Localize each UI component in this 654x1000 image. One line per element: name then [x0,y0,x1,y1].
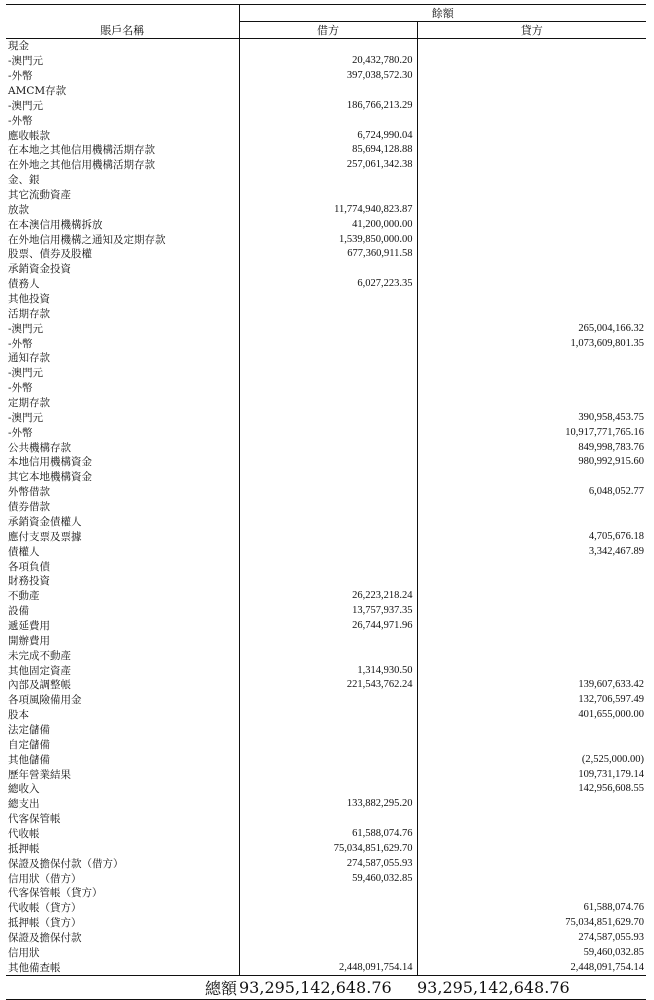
table-row [6,277,646,292]
debit-cell [239,500,417,515]
debit-cell [239,931,417,946]
table-row [6,247,646,262]
credit-cell [417,366,646,381]
table-row [6,604,646,619]
debit-cell [239,321,417,336]
account-name-cell: 在外地信用機構之通知及定期存款 [6,232,239,247]
credit-cell: 1,073,609,801.35 [570,337,644,349]
credit-cell: 849,998,783.76 [578,441,644,453]
balance-table [6,4,646,1000]
credit-cell: 59,460,032.85 [583,946,644,958]
debit-cell [239,529,417,544]
account-name-cell: -澳門元 [6,366,239,381]
account-name-cell: 活期存款 [6,306,239,321]
table-row [6,827,646,842]
total-credit: 93,295,142,648.76 [417,976,646,1000]
account-name-cell: 信用狀 [6,945,239,960]
table-row [6,693,646,708]
table-row [6,737,646,752]
account-name-cell: -澳門元 [6,54,239,69]
debit-cell [239,351,417,366]
debit-cell [239,574,417,589]
table-row [6,69,646,84]
credit-cell [417,98,646,113]
credit-cell [417,113,646,128]
table-row [6,678,646,693]
debit-cell [239,812,417,827]
account-name-cell: 各項負債 [6,559,239,574]
credit-cell [417,39,646,54]
account-name-cell: 代收帳 [6,827,239,842]
debit-cell [239,633,417,648]
table-row [6,54,646,69]
debit-cell [239,84,417,99]
credit-cell [417,856,646,871]
table-row [6,351,646,366]
credit-cell [417,188,646,203]
account-name-cell: 現金 [6,39,239,54]
credit-cell: 980,992,915.60 [578,456,644,468]
account-name-cell: 抵押帳 [6,841,239,856]
credit-cell [417,158,646,173]
credit-cell [417,604,646,619]
table-row [6,841,646,856]
credit-cell: 265,004,166.32 [578,322,644,334]
debit-cell: 20,432,780.20 [239,54,417,69]
credit-cell [417,262,646,277]
credit-cell [417,247,646,262]
table-row [6,529,646,544]
account-name-cell: 設備 [6,604,239,619]
debit-cell [239,292,417,307]
account-name-cell: 歷年營業結果 [6,767,239,782]
debit-cell [239,693,417,708]
account-name-cell: 財務投資 [6,574,239,589]
debit-cell: 257,061,342.38 [239,158,417,173]
credit-cell [417,306,646,321]
total-label: 總額 [6,976,239,1000]
debit-cell [239,708,417,723]
debit-cell [239,515,417,530]
table-row [6,633,646,648]
account-name-cell: -澳門元 [6,98,239,113]
credit-cell [417,841,646,856]
debit-cell: 26,223,218.24 [239,589,417,604]
credit-cell [417,871,646,886]
table-row [6,232,646,247]
header-account-name: 賬戶名稱 [6,22,239,39]
table-row [6,886,646,901]
debit-cell [239,886,417,901]
debit-cell [239,916,417,931]
account-name-cell: 法定儲備 [6,723,239,738]
account-name-cell: 其他儲備 [6,752,239,767]
account-name-cell: 其它本地機構資金 [6,470,239,485]
credit-cell [417,69,646,84]
credit-cell [417,737,646,752]
credit-cell [417,827,646,842]
credit-cell [417,381,646,396]
credit-cell [417,202,646,217]
debit-cell [239,381,417,396]
account-name-cell: 自定儲備 [6,737,239,752]
debit-cell: 1,314,930.50 [239,663,417,678]
table-row [6,39,646,54]
debit-cell: 11,774,940,823.87 [239,202,417,217]
account-name-cell: 抵押帳（貸方） [6,916,239,931]
debit-cell [239,767,417,782]
credit-cell [417,54,646,69]
credit-cell [417,633,646,648]
credit-cell [417,589,646,604]
credit-cell: 401,655,000.00 [578,709,644,721]
table-row [6,574,646,589]
table-row [6,336,646,351]
table-row [6,217,646,232]
table-row [6,500,646,515]
credit-cell: 4,705,676.18 [588,530,644,542]
table-row [6,410,646,425]
credit-cell: 75,034,851,629.70 [565,917,644,929]
account-name-cell: 開辦費用 [6,633,239,648]
credit-cell: 142,956,608.55 [578,783,644,795]
credit-cell [417,173,646,188]
debit-cell [239,173,417,188]
table-row [6,752,646,767]
debit-cell [239,336,417,351]
table-row [6,470,646,485]
table-row [6,366,646,381]
debit-cell: 186,766,213.29 [239,98,417,113]
credit-cell: 2,448,091,754.14 [570,961,644,973]
table-row [6,767,646,782]
table-row [6,128,646,143]
account-name-cell: 股票、債券及股權 [6,247,239,262]
debit-cell: 61,588,074.76 [239,827,417,842]
account-name-cell: 本地信用機構資金 [6,455,239,470]
account-name-cell: 放款 [6,202,239,217]
account-name-cell: 債券借款 [6,500,239,515]
table-row [6,84,646,99]
debit-cell [239,544,417,559]
table-row [6,559,646,574]
debit-cell: 677,360,911.58 [239,247,417,262]
table-row [6,931,646,946]
account-name-cell: 保證及擔保付款 [6,931,239,946]
table-row [6,321,646,336]
account-name-cell: -澳門元 [6,321,239,336]
credit-cell [417,619,646,634]
debit-cell [239,396,417,411]
account-name-cell: -外幣 [6,69,239,84]
debit-cell: 2,448,091,754.14 [239,960,417,975]
account-name-cell: 承銷資金債權人 [6,515,239,530]
debit-cell: 1,539,850,000.00 [239,232,417,247]
debit-cell [239,782,417,797]
debit-cell [239,188,417,203]
credit-cell: 132,706,597.49 [578,694,644,706]
account-name-cell: 各項風險備用金 [6,693,239,708]
credit-cell [417,559,646,574]
account-name-cell: 在本澳信用機構拆放 [6,217,239,232]
table-row [6,619,646,634]
debit-cell [239,262,417,277]
table-row [6,381,646,396]
table-row [6,188,646,203]
account-name-cell: 外幣借款 [6,485,239,500]
debit-cell: 41,200,000.00 [239,217,417,232]
account-name-cell: 其他投資 [6,292,239,307]
debit-cell [239,455,417,470]
credit-cell [417,128,646,143]
debit-cell [239,901,417,916]
table-row [6,113,646,128]
credit-cell: 139,607,633.42 [578,679,644,691]
debit-cell: 397,038,572.30 [239,69,417,84]
table-row [6,945,646,960]
account-name-cell: 在本地之其他信用機構活期存款 [6,143,239,158]
account-name-cell: 金、銀 [6,173,239,188]
debit-cell: 274,587,055.93 [239,856,417,871]
credit-cell: (2,525,000.00) [581,753,644,765]
credit-cell [417,797,646,812]
debit-cell: 26,744,971.96 [239,619,417,634]
table-row [6,812,646,827]
debit-cell [239,306,417,321]
credit-cell [417,723,646,738]
account-name-cell: 應付支票及票據 [6,529,239,544]
table-row [6,544,646,559]
table-row [6,158,646,173]
account-name-cell: 其他備查帳 [6,960,239,975]
credit-cell [417,886,646,901]
account-name-cell: 定期存款 [6,396,239,411]
debit-cell [239,559,417,574]
account-name-cell: 股本 [6,708,239,723]
account-name-cell: 不動產 [6,589,239,604]
credit-cell: 3,342,467.89 [588,545,644,557]
credit-cell [417,396,646,411]
debit-cell [239,113,417,128]
table-body [6,39,646,976]
header-row-top [6,5,646,22]
credit-cell [417,217,646,232]
account-name-cell: 承銷資金投資 [6,262,239,277]
account-name-cell: 應收帳款 [6,128,239,143]
account-name-cell: 在外地之其他信用機構活期存款 [6,158,239,173]
account-name-cell: -澳門元 [6,410,239,425]
account-name-cell: 代客保管帳（貸方） [6,886,239,901]
table-row [6,485,646,500]
table-row [6,455,646,470]
table-row [6,515,646,530]
account-name-cell: 遞延費用 [6,619,239,634]
header-spacer [6,5,239,22]
account-name-cell: 債務人 [6,277,239,292]
account-name-cell: -外幣 [6,425,239,440]
debit-cell [239,440,417,455]
header-row-bottom [6,22,646,39]
credit-cell [417,500,646,515]
debit-cell [239,723,417,738]
table-row [6,262,646,277]
table-row [6,143,646,158]
account-name-cell: 內部及調整帳 [6,678,239,693]
credit-cell: 10,917,771,765.16 [565,426,644,438]
debit-cell: 85,694,128.88 [239,143,417,158]
credit-cell [417,143,646,158]
account-name-cell: -外幣 [6,336,239,351]
credit-cell: 61,588,074.76 [583,902,644,914]
table-row [6,856,646,871]
credit-cell [417,84,646,99]
account-name-cell: 未完成不動產 [6,648,239,663]
debit-cell [239,485,417,500]
table-row [6,648,646,663]
debit-cell: 133,882,295.20 [239,797,417,812]
table-row [6,797,646,812]
table-row [6,292,646,307]
credit-cell [417,515,646,530]
credit-cell: 109,731,179.14 [578,768,644,780]
credit-cell: 274,587,055.93 [578,931,644,943]
debit-cell: 59,460,032.85 [239,871,417,886]
table-row [6,723,646,738]
account-name-cell: 保證及擔保付款（借方） [6,856,239,871]
trial-balance-sheet [6,4,646,1000]
account-name-cell: 總支出 [6,797,239,812]
credit-cell [417,351,646,366]
table-row [6,871,646,886]
account-name-cell: 其它流動資產 [6,188,239,203]
debit-cell: 221,543,762.24 [239,678,417,693]
header-balance: 餘額 [239,5,646,22]
account-name-cell: 債權人 [6,544,239,559]
credit-cell [417,277,646,292]
table-row [6,425,646,440]
table-row [6,98,646,113]
table-row [6,306,646,321]
debit-cell: 6,724,990.04 [239,128,417,143]
credit-cell [417,232,646,247]
debit-cell [239,648,417,663]
account-name-cell: 總收入 [6,782,239,797]
debit-cell [239,425,417,440]
table-row [6,202,646,217]
account-name-cell: AMCM存款 [6,84,239,99]
table-row [6,960,646,975]
table-row [6,589,646,604]
account-name-cell: 代收帳（貸方） [6,901,239,916]
account-name-cell: 公共機構存款 [6,440,239,455]
debit-cell: 6,027,223.35 [239,277,417,292]
credit-cell [417,574,646,589]
debit-cell [239,945,417,960]
account-name-cell: 代客保管帳 [6,812,239,827]
account-name-cell: -外幣 [6,381,239,396]
account-name-cell: 信用狀（借方） [6,871,239,886]
credit-cell [417,292,646,307]
table-row [6,663,646,678]
debit-cell: 75,034,851,629.70 [239,841,417,856]
credit-cell [417,663,646,678]
debit-cell [239,410,417,425]
account-name-cell: 其他固定資產 [6,663,239,678]
debit-cell [239,470,417,485]
debit-cell: 13,757,937.35 [239,604,417,619]
account-name-cell: 通知存款 [6,351,239,366]
account-name-cell: -外幣 [6,113,239,128]
credit-cell [417,648,646,663]
credit-cell: 390,958,453.75 [578,411,644,423]
table-row [6,916,646,931]
debit-cell [239,737,417,752]
debit-cell [239,39,417,54]
debit-cell [239,366,417,381]
table-row [6,173,646,188]
table-row [6,396,646,411]
table-row [6,440,646,455]
header-credit: 貸方 [417,22,646,39]
header-debit: 借方 [239,22,417,39]
table-row [6,782,646,797]
total-row [6,976,646,1000]
credit-cell: 6,048,052.77 [588,486,644,498]
table-row [6,901,646,916]
total-debit: 93,295,142,648.76 [239,976,417,1000]
credit-cell [417,812,646,827]
debit-cell [239,752,417,767]
credit-cell [417,470,646,485]
table-row [6,708,646,723]
